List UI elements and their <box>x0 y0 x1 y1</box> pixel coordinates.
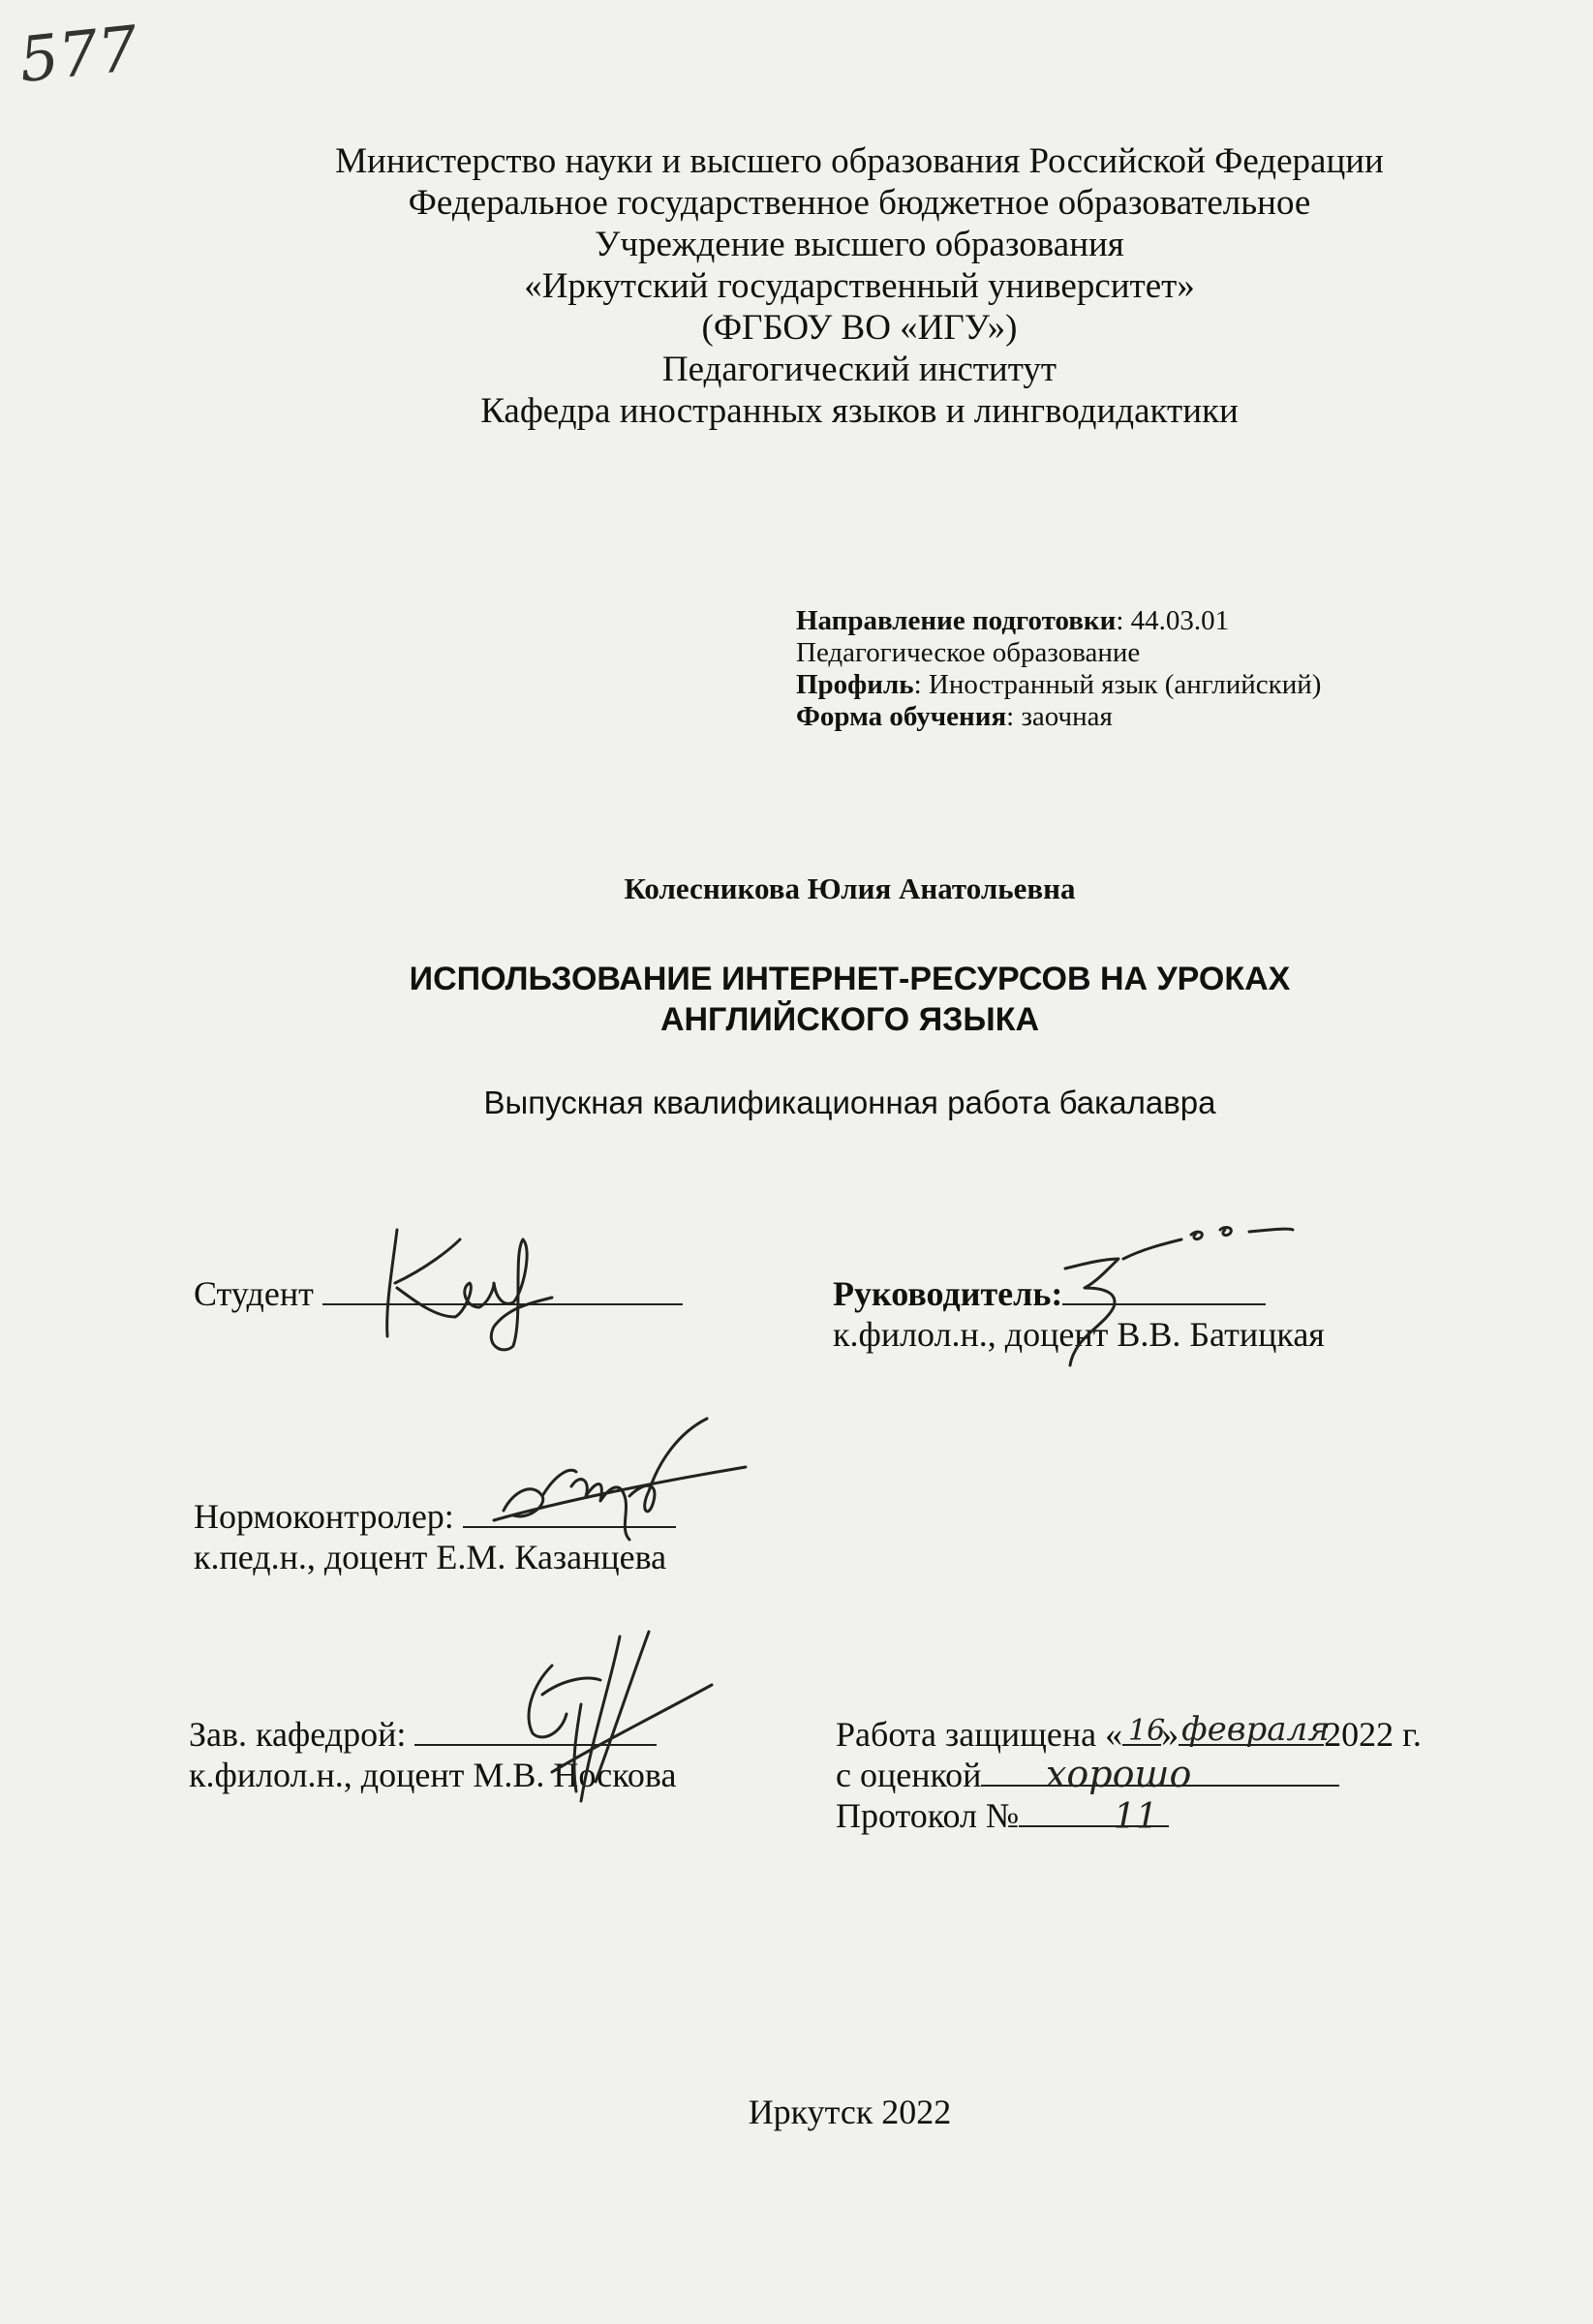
header-line-5: (ФГБОУ ВО «ИГУ») <box>701 308 1018 348</box>
head-signature <box>494 1627 717 1811</box>
study-form-value: : заочная <box>1006 701 1113 732</box>
thesis-title-line-1: ИСПОЛЬЗОВАНИЕ ИНТЕРНЕТ-РЕСУРСОВ НА УРОКАХ <box>409 961 1291 997</box>
grade-value: хорошо <box>1046 1753 1192 1795</box>
normcontrol-label: Нормоконтролер: <box>194 1497 454 1536</box>
head-name: к.филол.н., доцент М.В. Носкова <box>189 1756 677 1794</box>
header-line-2: Федеральное государственное бюджетное образовательное <box>408 183 1311 223</box>
head-label: Зав. кафедрой: <box>189 1715 407 1754</box>
direction-code: : 44.03.01 <box>1116 605 1230 636</box>
author-name: Колесникова Юлия Анатольевна <box>624 872 1076 905</box>
direction-label: Направление подготовки <box>796 605 1117 636</box>
student-label: Студент <box>194 1274 314 1313</box>
profile-label: Профиль <box>796 669 914 700</box>
profile-value: : Иностранный язык (английский) <box>913 669 1322 700</box>
protocol-label: Протокол № <box>836 1796 1020 1835</box>
study-form-label: Форма обучения <box>796 701 1007 732</box>
defended-day: 16 <box>1128 1714 1166 1748</box>
direction-name: Педагогическое образование <box>796 637 1141 668</box>
defended-prefix: Работа защищена « <box>836 1715 1123 1754</box>
normcontrol-name: к.пед.н., доцент Е.М. Казанцева <box>194 1538 667 1576</box>
thesis-title <box>0 959 1593 1040</box>
direction-block <box>796 605 1321 733</box>
defense-block: Работа защищена « » 2022 г. с оценкой Протокол № <box>836 1715 1422 1835</box>
supervisor-name: к.филол.н., доцент В.В. Батицкая <box>833 1315 1325 1354</box>
thesis-type: Выпускная квалификационная работа бакалавра <box>483 1085 1216 1120</box>
header-line-4: «Иркутский государственный университет» <box>524 266 1195 306</box>
supervisor-signature <box>1026 1220 1298 1385</box>
ministry-header <box>0 140 1593 432</box>
header-line-1: Министерство науки и высшего образования Российской Федерации <box>335 141 1384 181</box>
header-line-6: Педагогический институт <box>661 350 1057 389</box>
archive-number: 577 <box>15 13 141 98</box>
grade-label: с оценкой <box>836 1756 982 1794</box>
defended-month: февраля <box>1181 1710 1330 1749</box>
city-year: Иркутск 2022 <box>748 2093 952 2131</box>
header-line-3: Учреждение высшего образования <box>595 225 1124 264</box>
protocol-value: 11 <box>1114 1797 1158 1837</box>
thesis-title-line-2: АНГЛИЙСКОГО ЯЗЫКА <box>659 1001 1040 1038</box>
header-line-7: Кафедра иностранных языков и лингводидактики <box>480 391 1239 431</box>
defended-year: 2022 г. <box>1324 1715 1422 1754</box>
supervisor-label: Руководитель: <box>833 1274 1063 1313</box>
normcontrol-signature <box>484 1414 755 1549</box>
student-signature <box>368 1210 562 1356</box>
